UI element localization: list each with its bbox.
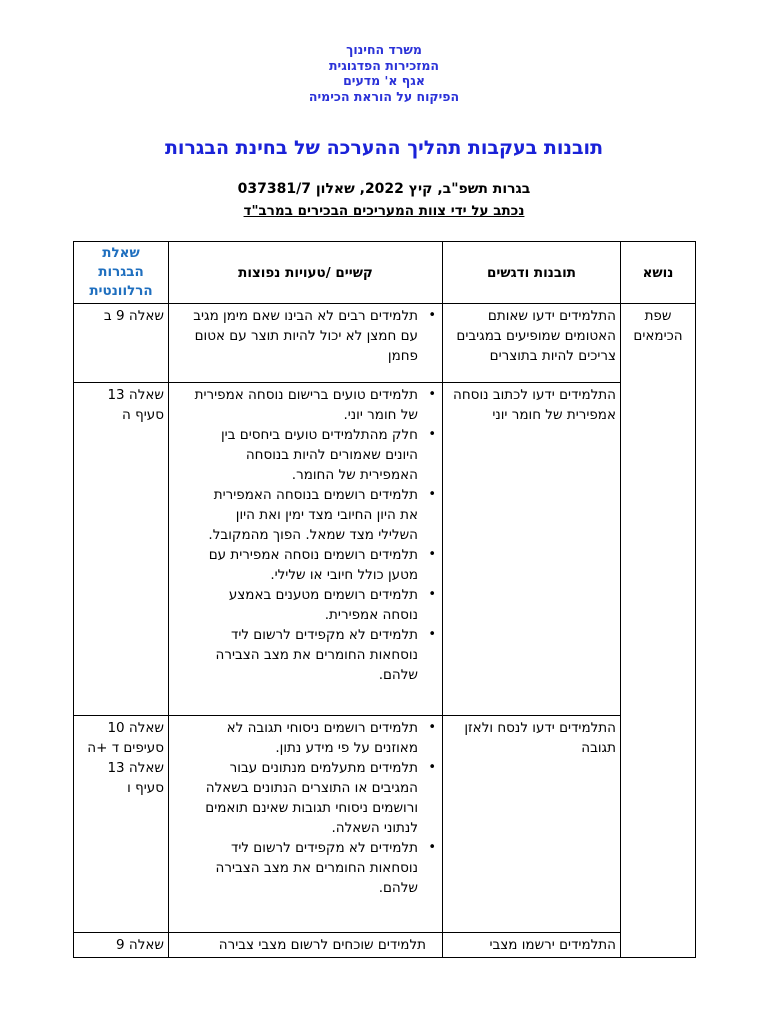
question-cell: שאלה 9	[74, 933, 169, 958]
list-item: תלמידים שוכחים לרשום מצבי צבירה	[218, 937, 426, 953]
difficulties-list	[173, 718, 438, 898]
list-item: • תלמידים לא מקפידים לרשום ליד נוסחאות החומרים את מצב הצבירה שלהם.	[173, 838, 438, 898]
question-cell: שאלה 9 ב	[74, 304, 169, 383]
author-line: נכתב על ידי צוות המעריכים הבכירים במרב"ד	[243, 203, 525, 219]
list-item: • תלמידים מתעלמים מנתונים עבור המגיבים או התוצרים הנתונים בשאלה ורושמים ניסוחי תגובות שאינם תואמים לנתוני השאלה.	[173, 758, 438, 838]
list-item: • תלמידים רושמים בנוסחה האמפירית את היון החיובי מצד ימין ואת היון השלילי מצד שמאל. הפוך מהמקובל.	[173, 485, 438, 545]
question-cell: שאלה 13 סעיף ה	[74, 383, 169, 716]
insight-cell: התלמידים ידעו שאותם האטומים שמופיעים במגיבים צריכים להיות בתוצרים	[443, 304, 621, 383]
difficulties-cell	[169, 304, 443, 383]
list-item: • תלמידים רושמים ניסוחי תגובה לא מאוזנים על פי מידע נתון.	[173, 718, 438, 758]
header-question: שאלת הבגרות הרלוונטית	[74, 242, 169, 304]
insight-cell: התלמידים ידעו לנסח ולאזן תגובה	[443, 716, 621, 933]
ministry-line: המזכירות הפדגוגית	[329, 57, 439, 73]
header-topic: נושא	[621, 242, 696, 304]
ministry-header	[0, 42, 768, 104]
difficulties-cell	[169, 933, 443, 958]
header-insights: תובנות ודגשים	[443, 242, 621, 304]
ministry-line: הפיקוח על הוראת הכימיה	[308, 88, 460, 104]
table-header-row	[74, 242, 696, 304]
table-row	[74, 933, 696, 958]
insight-cell: התלמידים ידעו לכתוב נוסחה אמפירית של חומר יוני	[443, 383, 621, 716]
difficulties-cell	[169, 383, 443, 716]
list-item: • תלמידים רושמים נוסחה אמפירית עם מטען כולל חיובי או שלילי.	[173, 545, 438, 585]
table-row	[74, 383, 696, 716]
list-item: • תלמידים טועים ברישום נוסחה אמפירית של חומר יוני.	[173, 385, 438, 425]
list-item: • חלק מהתלמידים טועים ביחסים בין היונים שאמורים להיות בנוסחה האמפירית של החומר.	[173, 425, 438, 485]
topic-cell: שפת הכימאים	[621, 304, 696, 958]
list-item: • תלמידים רבים לא הבינו שאם מימן מגיב עם חמצן לא יכול להיות תוצר עם אטום פחמן	[173, 306, 438, 366]
question-cell: שאלה 10 סעיפים ד +ה שאלה 13 סעיף ו	[74, 716, 169, 933]
header-difficulties: קשיים /טעויות נפוצות	[169, 242, 443, 304]
ministry-line: אגף א' מדעים	[343, 73, 425, 88]
difficulties-list	[173, 306, 438, 366]
difficulties-list	[173, 385, 438, 685]
table-row	[74, 716, 696, 933]
insights-table	[73, 241, 696, 958]
insight-cell: התלמידים ירשמו מצבי	[443, 933, 621, 958]
exam-details: בגרות תשפ"ב, קיץ 2022, שאלון 037381/7	[237, 181, 531, 197]
table-row	[74, 304, 696, 383]
ministry-line: משרד החינוך	[346, 42, 422, 57]
list-item: • תלמידים רושמים מטענים באמצע נוסחה אמפירית.	[173, 585, 438, 625]
difficulties-cell	[169, 716, 443, 933]
list-item: • תלמידים לא מקפידים לרשום ליד נוסחאות החומרים את מצב הצבירה שלהם.	[173, 625, 438, 685]
document-title: תובנות בעקבות תהליך ההערכה של בחינת הבגרות	[164, 137, 604, 159]
